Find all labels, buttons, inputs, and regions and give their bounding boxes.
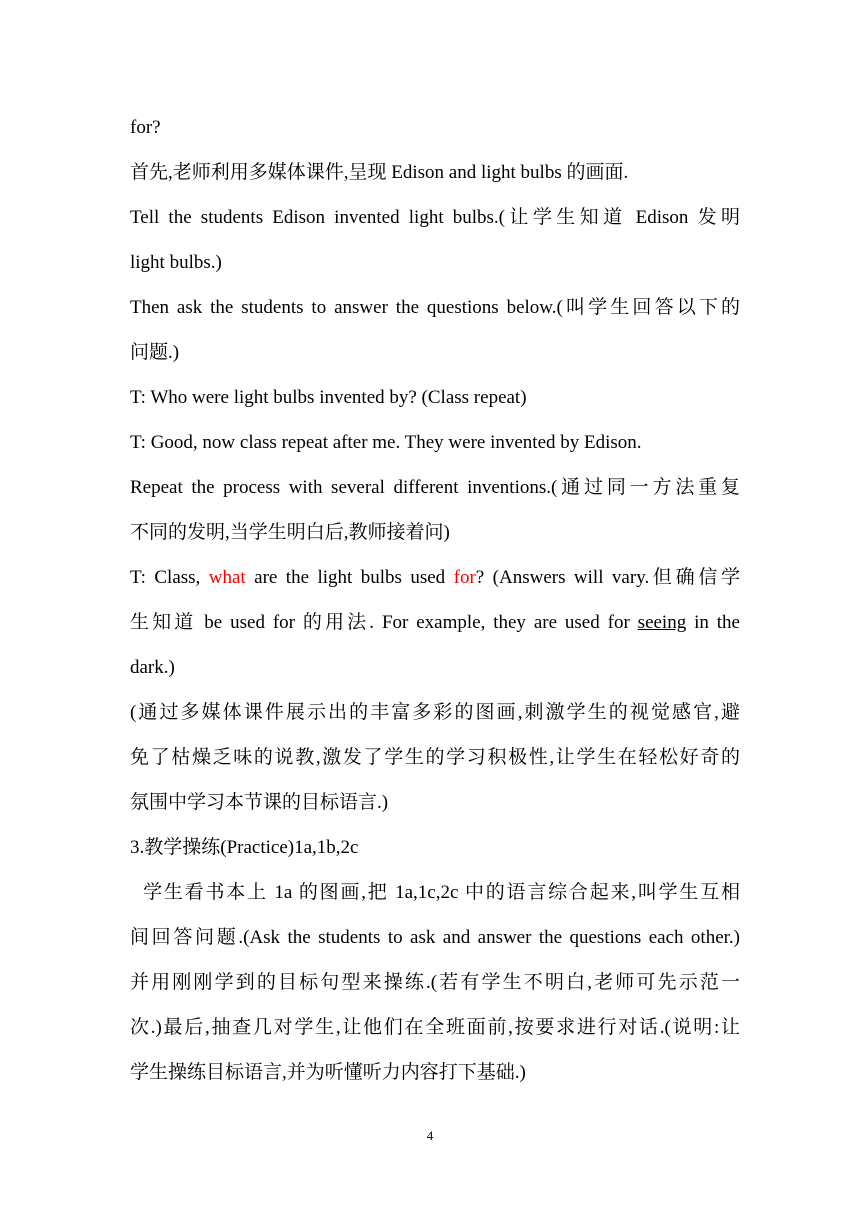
text-span: ? (Answers will vary.但确信学 [475,567,740,588]
highlighted-word-what: what [208,567,246,588]
text-line-question [130,566,740,590]
text-line: 氛围中学习本节课的目标语言.) [130,792,389,813]
section-heading: 3.教学操练(Practice)1a,1b,2c [130,837,359,858]
text-line: T: Who were light bulbs invented by? (Class repeat) [130,387,527,408]
text-line: 次.)最后,抽查几对学生,让他们在全班面前,按要求进行对话.(说明:让 [130,1017,740,1038]
text-line: 间回答问题.(Ask the students to ask and answer the questions each other.) [130,927,740,948]
text-span: T: Class, [130,567,209,588]
text-span: in the [686,612,740,633]
text-line: Then ask the students to answer the questions below.(叫学生回答以下的 [130,297,740,318]
text-span: 生知道 be used for 的用法. For example, they are used for [130,612,638,633]
text-line-example [130,611,740,635]
page-number: 4 [426,1128,434,1143]
text-line: 学生操练目标语言,并为听懂听力内容打下基础.) [130,1062,526,1083]
text-line: 免了枯燥乏味的说教,激发了学生的学习积极性,让学生在轻松好奇的 [130,747,740,768]
text-line: (通过多媒体课件展示出的丰富多彩的图画,刺激学生的视觉感官,避 [130,702,740,723]
underlined-word-seeing: seeing [637,612,687,633]
text-line: Repeat the process with several different inventions.(通过同一方法重复 [130,477,740,498]
text-line: 不同的发明,当学生明白后,教师接着问) [130,522,450,543]
text-line: 学生看书本上 1a 的图画,把 1a,1c,2c 中的语言综合起来,叫学生互相 [130,882,740,903]
highlighted-word-for: for [453,567,476,588]
text-line: 并用刚刚学到的目标句型来操练.(若有学生不明白,老师可先示范一 [130,972,740,993]
text-span: are the light bulbs used [245,567,454,588]
text-line: for? [130,117,161,138]
text-line: T: Good, now class repeat after me. They were invented by Edison. [130,432,642,453]
text-line: light bulbs.) [130,252,222,273]
text-line: 首先,老师利用多媒体课件,呈现 Edison and light bulbs 的画面. [130,162,629,183]
text-line: 问题.) [130,342,180,363]
text-line: Tell the students Edison invented light bulbs.(让学生知道 Edison 发明 [130,207,740,228]
text-line: dark.) [130,657,175,678]
